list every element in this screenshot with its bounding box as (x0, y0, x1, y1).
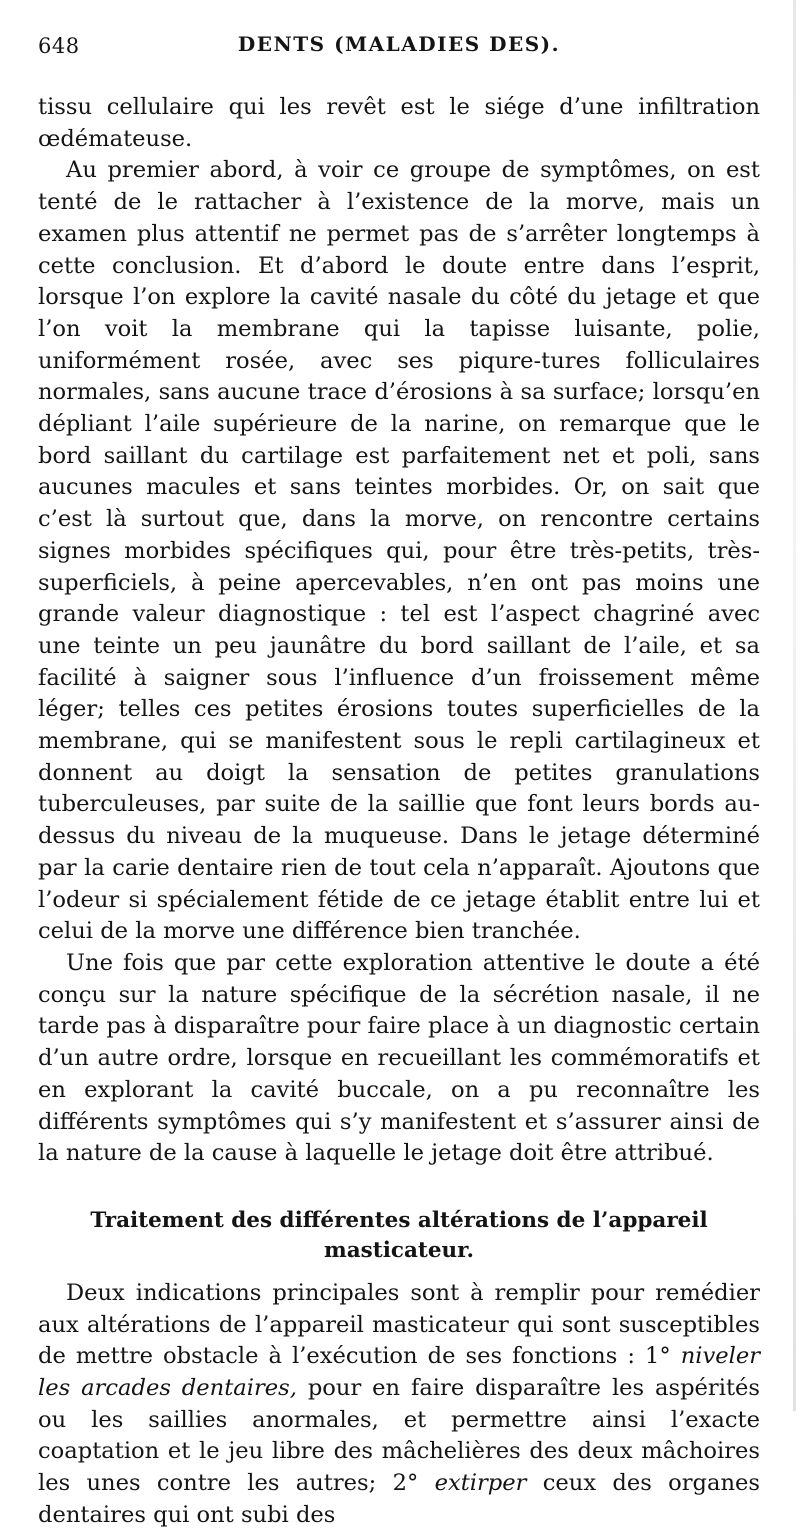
page-number: 648 (38, 34, 80, 58)
paragraph-morve-diagnosis: Au premier abord, à voir ce groupe de symptômes, on est tenté de le rattacher à l’existence de la morve, mais un examen plus attentif ne permet pas de s’arrêter longtemps à cette conclusion. Et d’abord le doute entre dans l’esprit, lorsque l’on explore la cavité nasale du côté du jetage et que l’on voit la membrane qui la tapisse luisante, polie, uniformément rosée, avec ses piqure-tures folliculaires normales, sans aucune trace d’érosions à sa surface; lorsqu’en dépliant l’aile supérieure de la narine, on remarque que le bord saillant du cartilage est parfaitement net et poli, sans aucunes macules et sans teintes morbides. Or, on sait que c’est là surtout que, dans la morve, on rencontre certains signes morbides spécifiques qui, pour être très-petits, très-superficiels, à peine apercevables, n’en ont pas moins une grande valeur diagnostique : tel est l’aspect chagriné avec une teinte un peu jaunâtre du bord saillant de l’aile, et sa facilité à saigner sous l’influence d’un froissement même léger; telles ces petites érosions toutes superficielles de la membrane, qui se manifestent sous le repli cartilagineux et donnent au doigt la sensation de petites granulations tuberculeuses, par suite de la saillie que font leurs bords au-dessus du niveau de la muqueuse. Dans le jetage déterminé par la carie dentaire rien de tout cela n’apparaît. Ajoutons que l’odeur si spécialement fétide de ce jetage établit entre lui et celui de la morve une différence bien tranchée. (38, 157, 760, 945)
treatment-emphasis-1: niveler les arcades dentaires, (38, 1343, 760, 1402)
paragraph-exploration: Une fois que par cette exploration attentive le doute a été conçu sur la nature spécifique de la sécrétion nasale, il ne tarde pas à disparaître pour faire place à un diagnostic certain d’un autre ordre, lorsque en recueillant les commémoratifs et en explorant la cavité buccale, on a pu reconnaître les différents symptômes qui s’y manifestent et s’assurer ainsi de la nature de la cause à laquelle le jetage doit être attribué. (38, 949, 760, 1167)
paragraph-continued: tissu cellulaire qui les revêt est le siége d’une infiltration œdémateuse. (38, 94, 760, 152)
running-head (38, 28, 760, 68)
section-heading-line-1: Traitement des différentes altérations de l’appareil (90, 1207, 708, 1233)
treatment-middle: pour en faire disparaître les aspérités ou les saillies anormales, et permettre ainsi l’exacte coaptation et le jeu libre des mâchelières des deux mâchoires les unes contre les autres; 2° (38, 1375, 760, 1497)
treatment-end: ceux des organes dentaires qui ont subi des (38, 1470, 761, 1528)
section-heading (56, 1206, 742, 1266)
paragraph-treatment (38, 1278, 760, 1532)
running-title: DENTS (MALADIES DES). (237, 32, 561, 56)
page-edge-shadow (793, 0, 796, 1411)
body-text (38, 92, 760, 1532)
section-heading-line-2: masticateur. (324, 1237, 474, 1263)
treatment-emphasis-2: extirper (434, 1470, 527, 1497)
treatment-intro: Deux indications principales sont à remplir pour remédier aux altérations de l’appareil masticateur qui sont susceptibles de mettre obstacle à l’exécution de ses fonctions : 1° (38, 1279, 760, 1370)
